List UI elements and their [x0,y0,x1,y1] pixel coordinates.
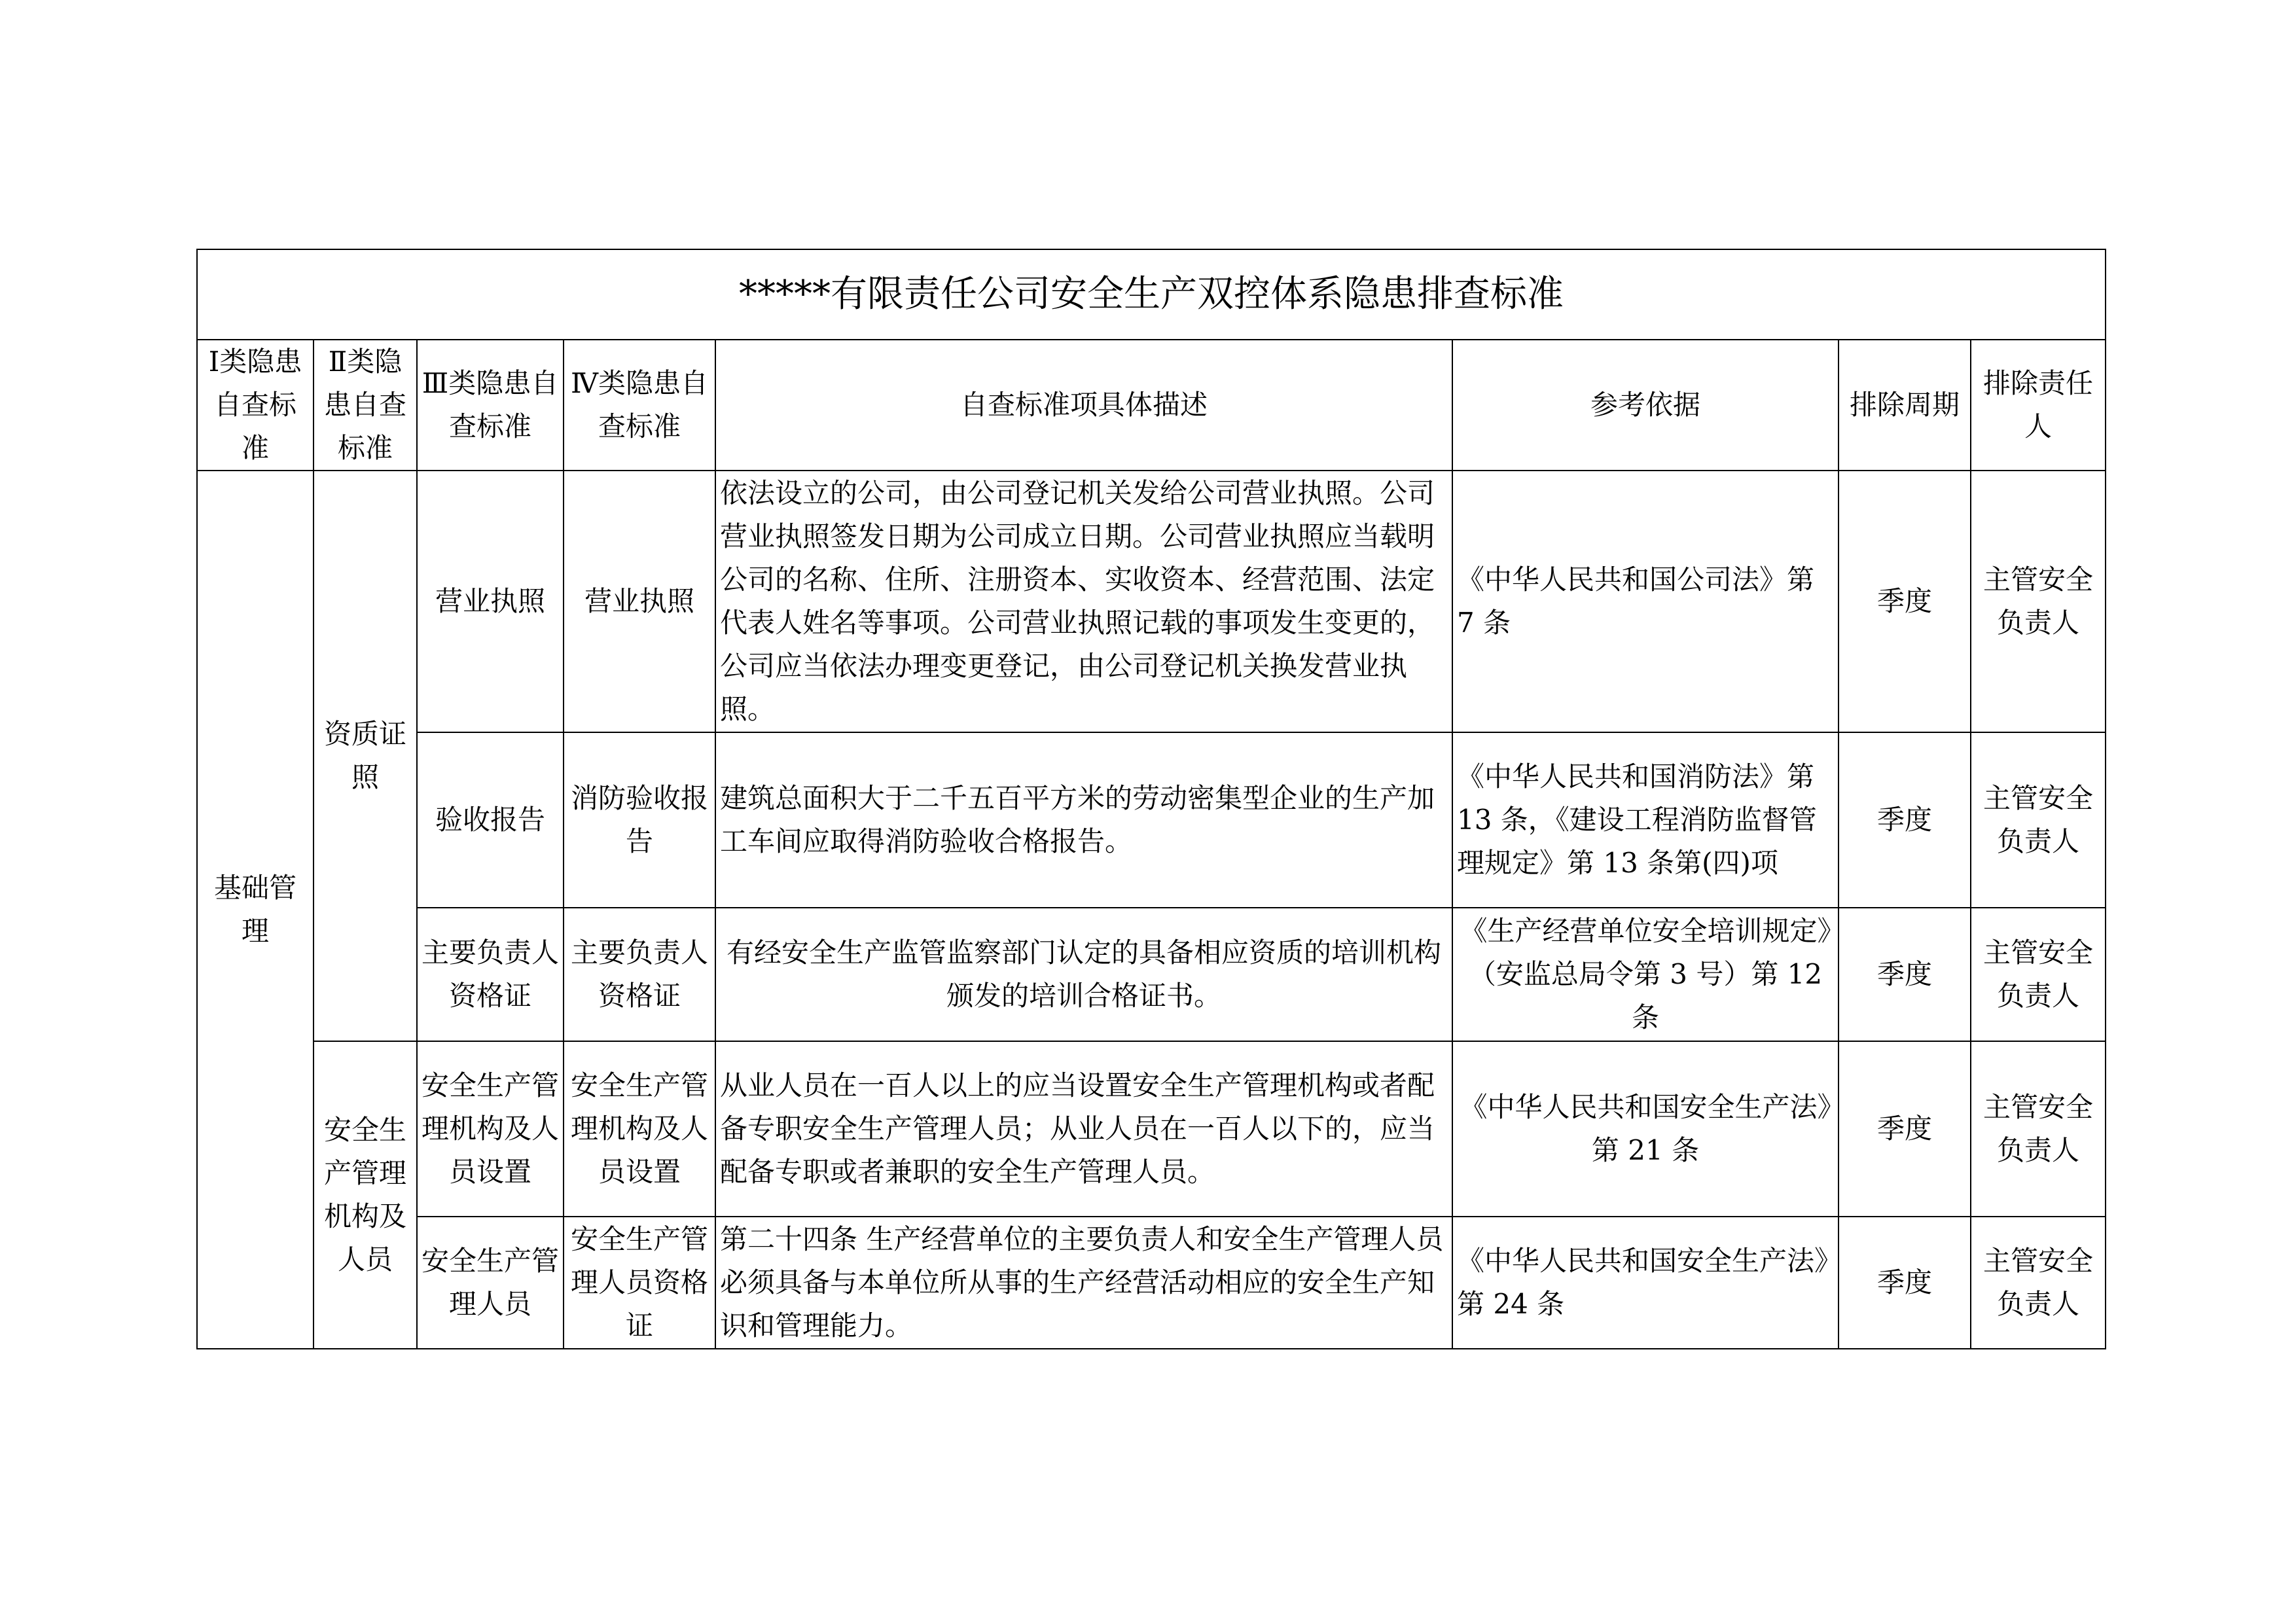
description-cell: 从业人员在一百人以上的应当设置安全生产管理机构或者配备专职安全生产管理人员；从业人员在一百人以下的，应当配备专职或者兼职的安全生产管理人员。 [715,1041,1452,1217]
table-row [197,908,2106,1041]
level3-cell: 营业执照 [417,471,564,732]
header-description: 自查标准项具体描述 [715,340,1452,471]
level1-basic-management: 基础管理 [197,471,314,1349]
reference-cell: 《中华人民共和国安全生产法》第 21 条 [1452,1041,1839,1217]
header-level1: Ⅰ类隐患自查标准 [197,340,314,471]
hazard-standard-table [196,249,2106,1349]
table-header-row [197,340,2106,471]
level3-cell: 安全生产管理人员 [417,1217,564,1349]
table-row [197,1041,2106,1217]
owner-cell: 主管安全负责人 [1971,908,2106,1041]
owner-cell: 主管安全负责人 [1971,1041,2106,1217]
header-owner: 排除责任人 [1971,340,2106,471]
header-level3: Ⅲ类隐患自查标准 [417,340,564,471]
header-level2: Ⅱ类隐患自查标准 [314,340,417,471]
cycle-cell: 季度 [1839,908,1971,1041]
level3-cell: 验收报告 [417,732,564,908]
level3-cell: 安全生产管理机构及人员设置 [417,1041,564,1217]
cycle-cell: 季度 [1839,471,1971,732]
reference-cell: 《生产经营单位安全培训规定》（安监总局令第 3 号）第 12 条 [1452,908,1839,1041]
header-level4: Ⅳ类隐患自查标准 [564,340,715,471]
description-cell: 第二十四条 生产经营单位的主要负责人和安全生产管理人员必须具备与本单位所从事的生产经营活动相应的安全生产知识和管理能力。 [715,1217,1452,1349]
reference-cell: 《中华人民共和国公司法》第 7 条 [1452,471,1839,732]
table-row [197,471,2106,732]
description-cell: 依法设立的公司，由公司登记机关发给公司营业执照。公司营业执照签发日期为公司成立日期。公司营业执照应当载明公司的名称、住所、注册资本、实收资本、经营范围、法定代表人姓名等事项。公司营业执照记载的事项发生变更的，公司应当依法办理变更登记，由公司登记机关换发营业执照。 [715,471,1452,732]
document-title: *****有限责任公司安全生产双控体系隐患排查标准 [197,249,2106,340]
description-cell: 建筑总面积大于二千五百平方米的劳动密集型企业的生产加工车间应取得消防验收合格报告。 [715,732,1452,908]
owner-cell: 主管安全负责人 [1971,471,2106,732]
level4-cell: 主要负责人资格证 [564,908,715,1041]
owner-cell: 主管安全负责人 [1971,1217,2106,1349]
header-cycle: 排除周期 [1839,340,1971,471]
description-cell: 有经安全生产监管监察部门认定的具备相应资质的培训机构颁发的培训合格证书。 [715,908,1452,1041]
level3-cell: 主要负责人资格证 [417,908,564,1041]
reference-cell: 《中华人民共和国安全生产法》第 24 条 [1452,1217,1839,1349]
table-row [197,1217,2106,1349]
level4-cell: 安全生产管理机构及人员设置 [564,1041,715,1217]
table-row [197,732,2106,908]
cycle-cell: 季度 [1839,1041,1971,1217]
level2-qualification: 资质证照 [314,471,417,1041]
reference-cell: 《中华人民共和国消防法》第 13 条，《建设工程消防监督管理规定》第 13 条第(四)项 [1452,732,1839,908]
level2-safety-organization: 安全生产管理机构及人员 [314,1041,417,1349]
header-reference: 参考依据 [1452,340,1839,471]
cycle-cell: 季度 [1839,732,1971,908]
level4-cell: 消防验收报告 [564,732,715,908]
level4-cell: 安全生产管理人员资格证 [564,1217,715,1349]
owner-cell: 主管安全负责人 [1971,732,2106,908]
cycle-cell: 季度 [1839,1217,1971,1349]
level4-cell: 营业执照 [564,471,715,732]
